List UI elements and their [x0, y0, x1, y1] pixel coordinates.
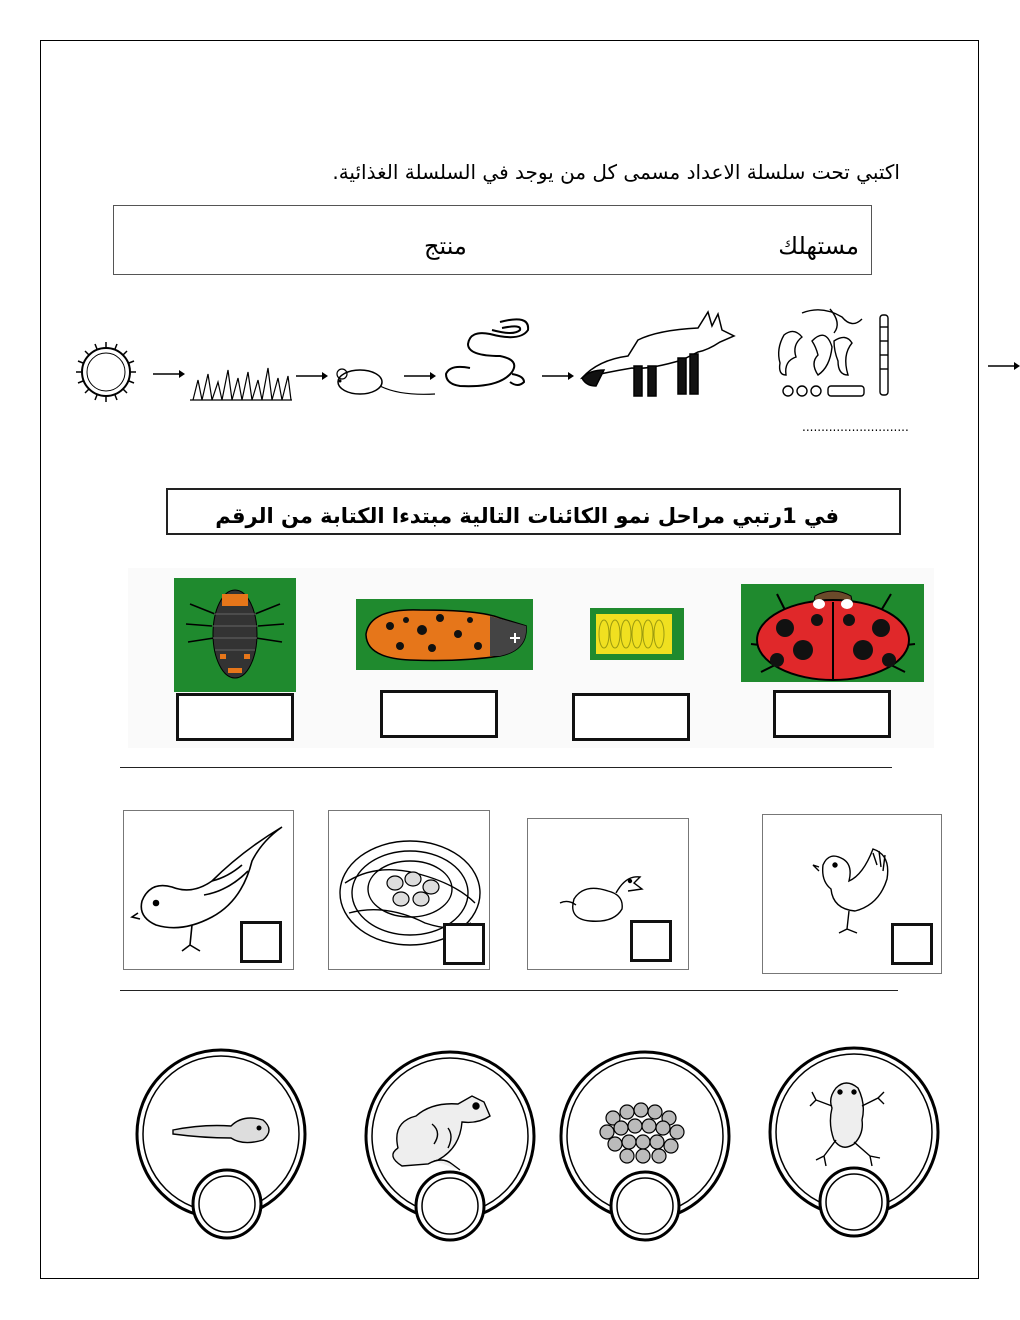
mouse-icon: [330, 362, 440, 402]
arrow-right-icon: [988, 360, 1020, 372]
arrow-right-icon: [296, 370, 328, 382]
growth-order-instruction: في 1رتبي مراحل نمو الكائنات التالية مبتدءا الكتابة من الرقم: [215, 504, 839, 528]
fox-icon: [578, 300, 736, 400]
larva-answer-box[interactable]: [176, 693, 294, 741]
arrow-right-icon: [542, 370, 574, 382]
ladybug-pupa-icon: [360, 604, 530, 666]
frog-adult-answer-circle[interactable]: [422, 1178, 478, 1234]
snake-icon: [440, 310, 540, 395]
producer-label: منتج: [424, 232, 467, 260]
arrow-right-icon: [153, 368, 185, 380]
bird-adult-answer-box[interactable]: [240, 921, 282, 963]
roles-box: [113, 205, 872, 275]
bacteria-icon: [772, 305, 897, 405]
food-chain-instruction: اكتبي تحت سلسلة الاعداد مسمى كل من يوجد في السلسلة الغذائية.: [332, 160, 900, 184]
sun-icon: [68, 340, 153, 405]
bird-adult-card: [123, 810, 294, 970]
section-divider: [120, 990, 898, 991]
chick-icon: [813, 845, 898, 935]
grass-icon: [188, 362, 293, 402]
tadpole-answer-circle[interactable]: [199, 1176, 255, 1232]
ladybug-answer-box[interactable]: [773, 690, 891, 738]
bird-nest-card: [328, 810, 490, 970]
arrow-right-icon: [404, 370, 436, 382]
consumer-label: مستهلك: [778, 232, 859, 260]
froglet-answer-circle[interactable]: [826, 1174, 882, 1230]
food-chain-answer-line[interactable]: ............................: [802, 420, 909, 434]
growth-instruction-box: [166, 488, 901, 535]
ladybug-adult-icon: [741, 584, 924, 684]
ladybug-larva-icon: [180, 584, 290, 690]
section-divider: [120, 767, 892, 768]
bird-chick-card: [762, 814, 942, 974]
ladybug-eggs-icon: [596, 614, 672, 654]
bird-hatchling-answer-box[interactable]: [630, 920, 672, 962]
eggs-answer-box[interactable]: [572, 693, 690, 741]
bird-nest-answer-box[interactable]: [443, 923, 485, 965]
bird-chick-answer-box[interactable]: [891, 923, 933, 965]
pupa-answer-box[interactable]: [380, 690, 498, 738]
frog-eggs-answer-circle[interactable]: [617, 1178, 673, 1234]
bird-hatchling-card: [527, 818, 689, 970]
